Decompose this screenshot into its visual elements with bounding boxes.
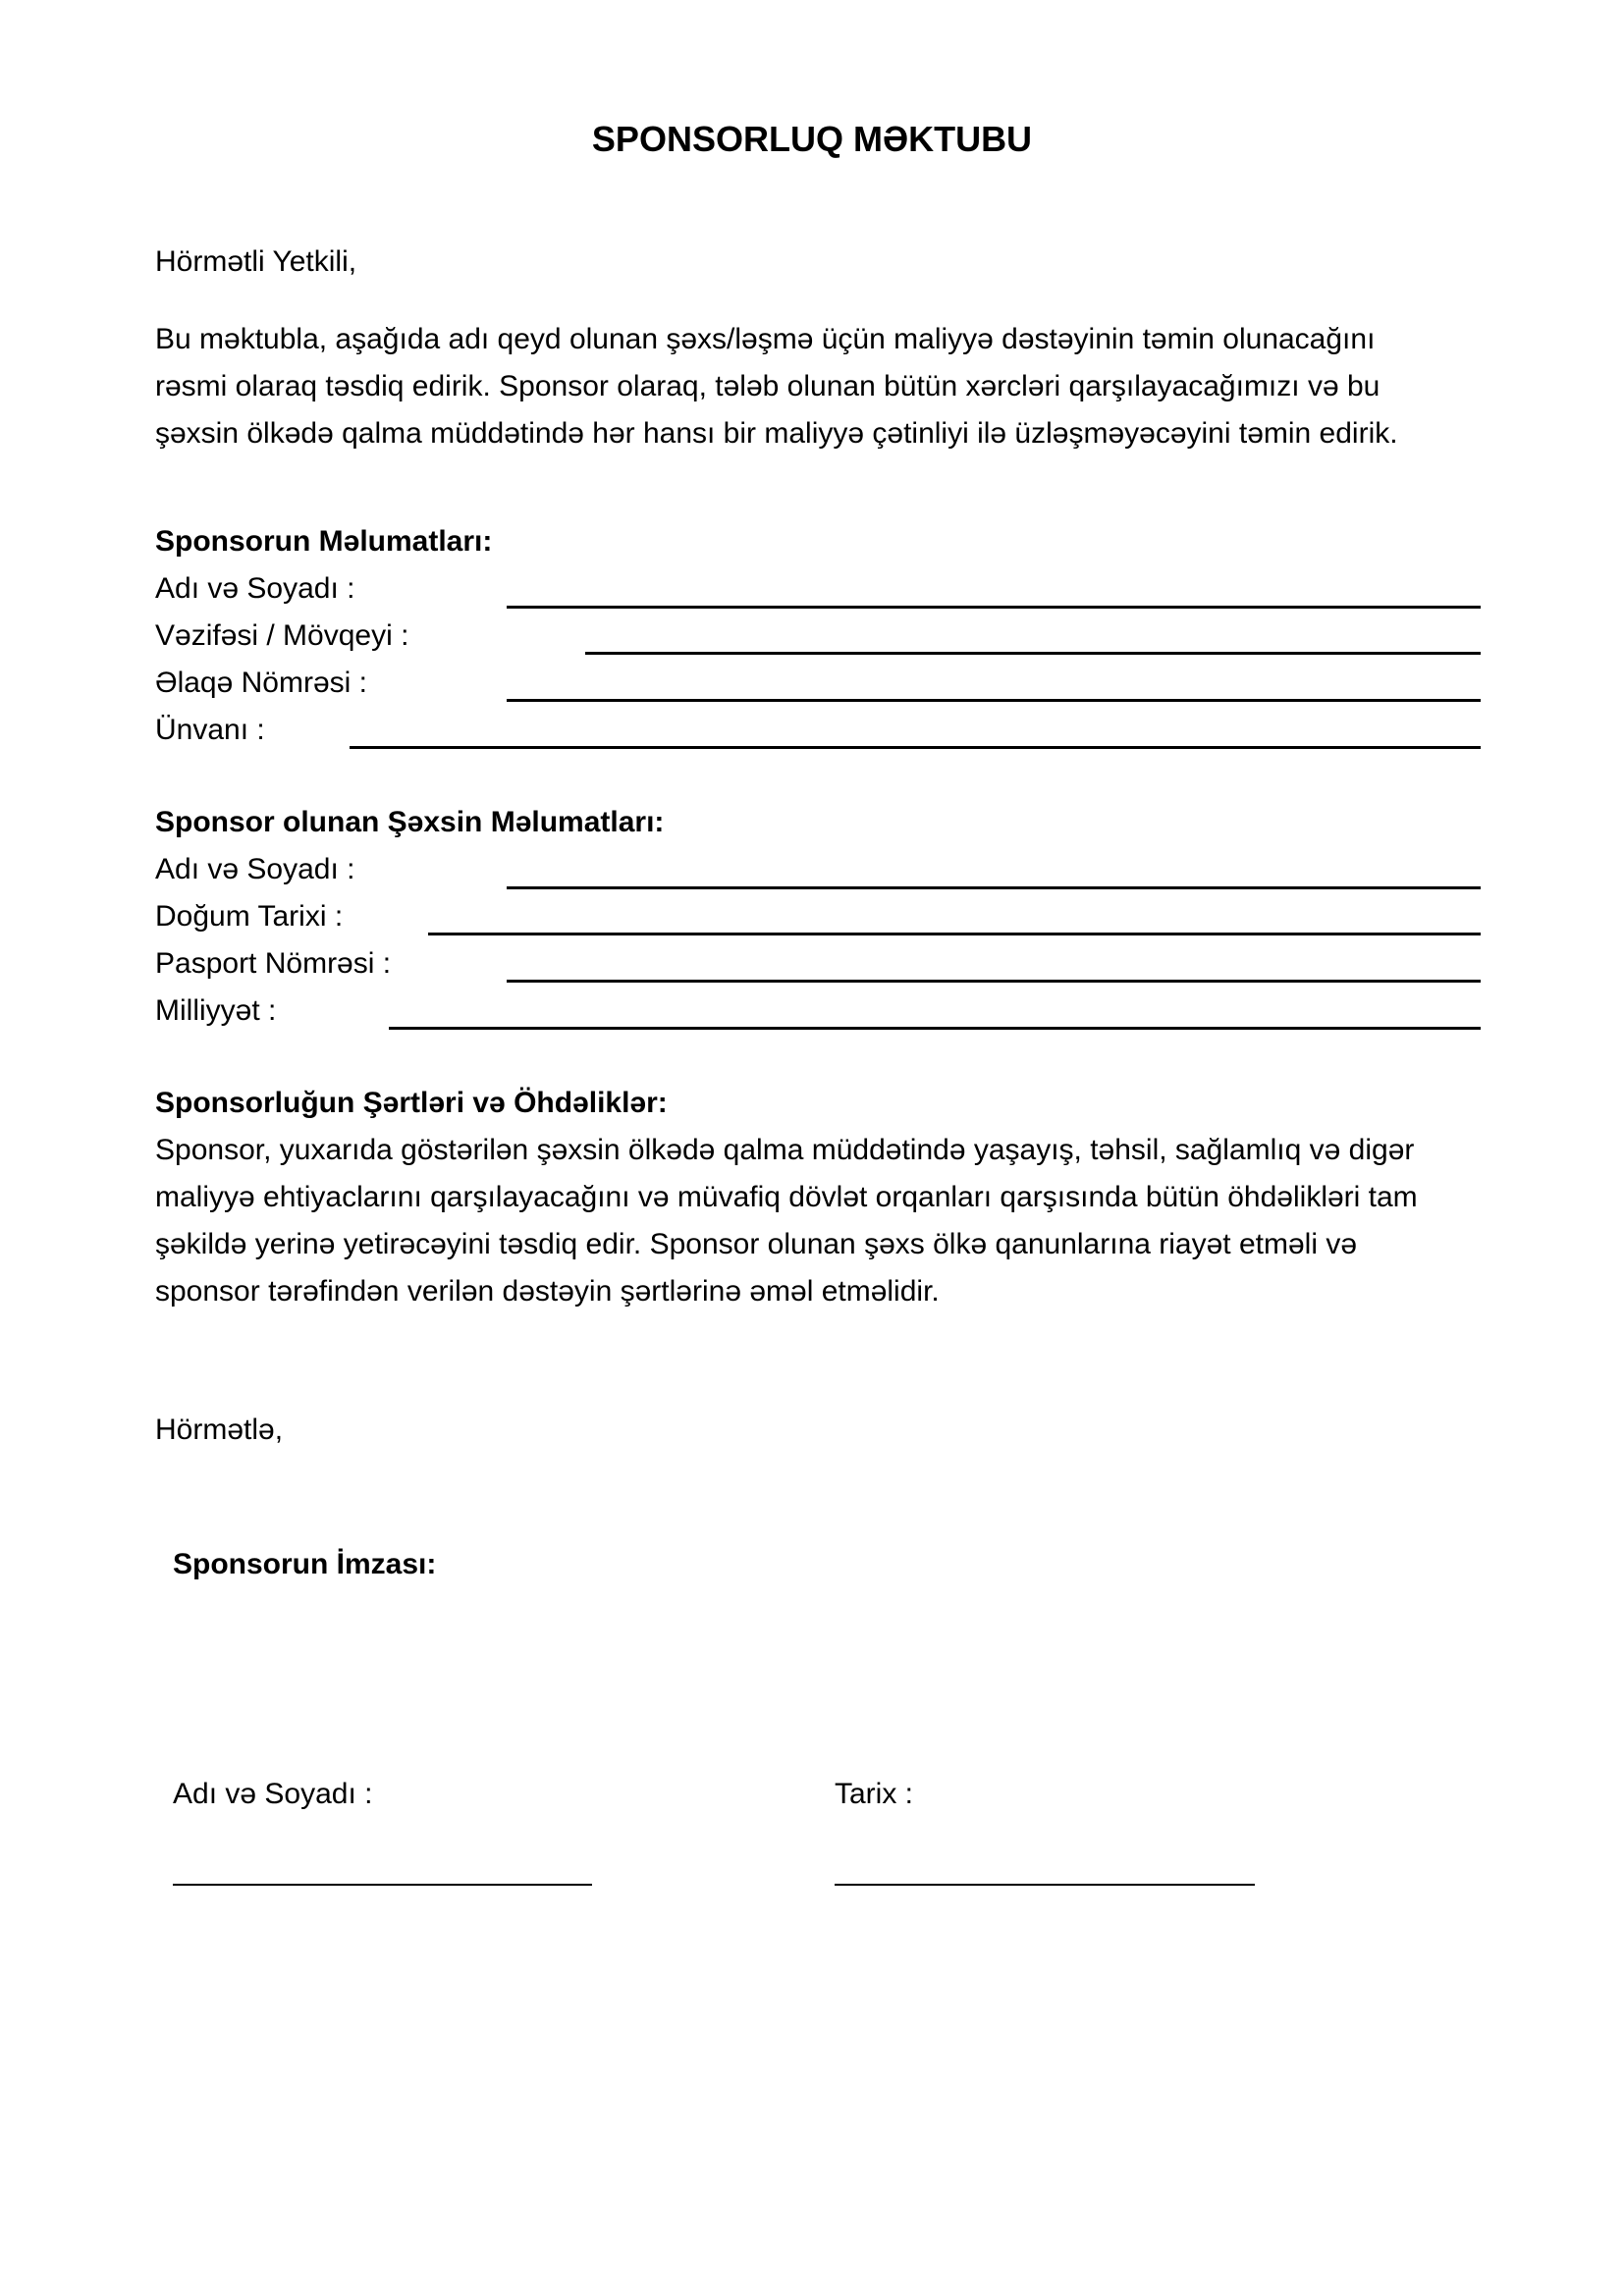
document-title: SPONSORLUQ MƏKTUBU	[591, 119, 1033, 159]
sponsored-passport-label: Pasport Nömrəsi :	[155, 947, 392, 980]
intro-line: şəxsin ölkədə qalma müddətində hər hansı bir maliyyə çətinliyi ilə üzləşməyəcəyini təmin edirik.	[155, 417, 1398, 450]
sponsor-section-heading: Sponsorun Məlumatları:	[155, 525, 493, 558]
terms-line: sponsor tərəfindən verilən dəstəyin şərtlərinə əməl etməlidir.	[155, 1275, 940, 1308]
sponsor-position-label: Vəzifəsi / Mövqeyi :	[155, 619, 409, 652]
sponsored-birthdate-line	[428, 933, 1481, 935]
intro-paragraph	[155, 316, 1490, 457]
sponsor-name-line	[507, 606, 1481, 609]
intro-line: Bu məktubla, aşağıda adı qeyd olunan şəxs/ləşmə üçün maliyyə dəstəyinin təmin olunacağını	[155, 323, 1376, 355]
intro-line: rəsmi olaraq təsdiq edirik. Sponsor olaraq, tələb olunan bütün xərcləri qarşılayacağımızı və bu	[155, 370, 1380, 402]
sponsored-section-heading: Sponsor olunan Şəxsin Məlumatları:	[155, 806, 665, 838]
sponsor-address-label: Ünvanı :	[155, 714, 265, 746]
signature-date-line[interactable]	[835, 1884, 1255, 1886]
closing: Hörmətlə,	[155, 1414, 284, 1446]
sponsor-phone-line	[507, 699, 1481, 702]
sponsored-nationality-line	[389, 1027, 1481, 1030]
signature-label: Sponsorun İmzası:	[173, 1548, 437, 1580]
sponsored-birthdate-label: Doğum Tarixi :	[155, 900, 344, 933]
sponsored-nationality-label: Milliyyət :	[155, 994, 277, 1027]
terms-heading: Sponsorluğun Şərtləri və Öhdəliklər:	[155, 1087, 668, 1119]
terms-paragraph	[155, 1127, 1490, 1315]
sponsored-passport-line	[507, 980, 1481, 983]
sponsor-name-label: Adı və Soyadı :	[155, 572, 355, 605]
sponsor-phone-label: Əlaqə Nömrəsi :	[155, 667, 367, 699]
terms-line: Sponsor, yuxarıda göstərilən şəxsin ölkədə qalma müddətində yaşayış, təhsil, sağlamlıq və digər	[155, 1134, 1415, 1166]
terms-line: şəkildə yerinə yetirəcəyini təsdiq edir. Sponsor olunan şəxs ölkə qanunlarına riayət etməli və	[155, 1228, 1358, 1260]
sponsor-address-line	[350, 746, 1481, 749]
greeting: Hörmətli Yetkili,	[155, 245, 357, 278]
sponsored-name-line	[507, 886, 1481, 889]
sponsored-name-label: Adı və Soyadı :	[155, 853, 355, 885]
signature-date-label: Tarix :	[835, 1778, 914, 1810]
signature-name-label: Adı və Soyadı :	[173, 1778, 373, 1810]
terms-line: maliyyə ehtiyaclarını qarşılayacağını və müvafiq dövlət orqanları qarşısında bütün öhdəlikləri tam	[155, 1181, 1418, 1213]
signature-name-line[interactable]	[173, 1884, 592, 1886]
sponsor-position-line	[585, 652, 1481, 655]
